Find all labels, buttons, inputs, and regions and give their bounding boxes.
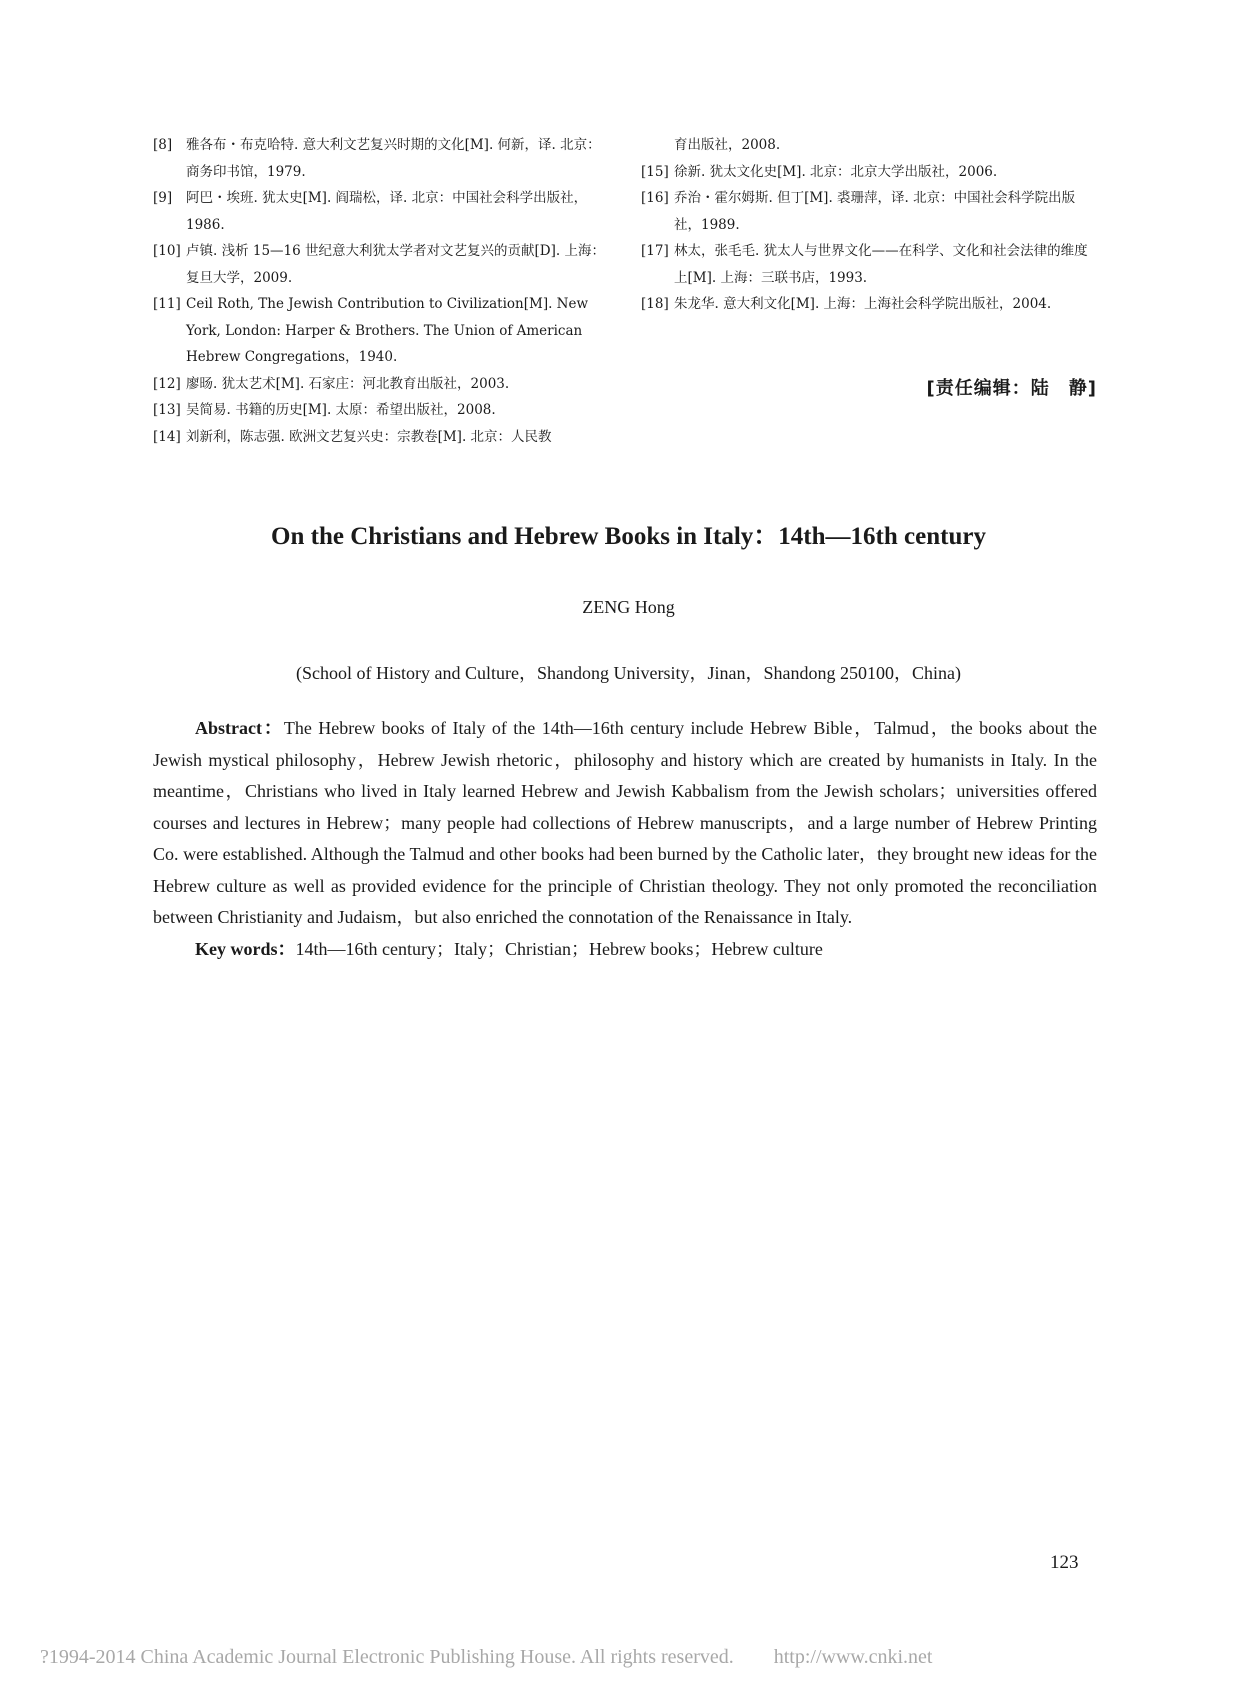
abstract-section	[153, 713, 1097, 965]
reference-item	[153, 397, 605, 424]
reference-text: 雅各布・布克哈特. 意大利文艺复兴时期的文化[M]. 何新，译. 北京：商务印书馆，1979.	[186, 137, 601, 180]
reference-item	[641, 291, 1097, 318]
keywords-paragraph	[153, 934, 1097, 966]
reference-number: [14]	[153, 428, 181, 445]
reference-text: 吴简易. 书籍的历史[M]. 太原：希望出版社，2008.	[186, 402, 496, 418]
reference-item	[153, 185, 605, 238]
reference-item	[641, 132, 1097, 159]
reference-item	[153, 291, 605, 371]
abstract-label: Abstract：	[195, 718, 284, 738]
reference-text: 育出版社，2008.	[674, 137, 781, 153]
copyright-footer: ?1994-2014 China Academic Journal Electronic Publishing House. All rights reserved. http://www.cnki.net	[40, 1646, 933, 1668]
keywords-text: 14th—16th century；Italy；Christian；Hebrew books；Hebrew culture	[295, 938, 823, 959]
reference-text: 朱龙华. 意大利文化[M]. 上海：上海社会科学院出版社，2004.	[674, 296, 1052, 312]
reference-text: 乔治・霍尔姆斯. 但丁[M]. 裘珊萍，译. 北京：中国社会科学院出版社，1989.	[674, 190, 1076, 233]
abstract-text: The Hebrew books of Italy of the 14th—16th century include Hebrew Bible，Talmud，the books about the Jewish mystical philosophy，Hebrew Jewish rhetoric，philosophy and history which are created by humanists in Italy. In the meantime，Christians who lived in Italy learned Hebrew and Jewish Kabbalism from the Jewish scholars；universities offered courses and lectures in Hebrew；many people had collections of Hebrew manuscripts，and a large number of Hebrew Printing Co. were established. Although the Talmud and other books had been burned by the Catholic later，they brought new ideas for the Hebrew culture as well as provided evidence for the principle of Christian theology. They not only promoted the reconciliation between Christianity and Judaism，but also enriched the connotation of the Renaissance in Italy.	[153, 718, 1097, 927]
reference-number: [15]	[641, 163, 669, 180]
article-title: On the Christians and Hebrew Books in Italy：14th—16th century	[271, 523, 986, 550]
abstract-paragraph	[153, 713, 1097, 934]
reference-item	[153, 238, 605, 291]
reference-number: [17]	[641, 243, 669, 259]
reference-text: 林太，张毛毛. 犹太人与世界文化——在科学、文化和社会法律的维度上[M]. 上海：三联书店，1993.	[674, 243, 1088, 286]
reference-number: [12]	[153, 375, 181, 392]
reference-item	[641, 185, 1097, 238]
author-affiliation: (School of History and Culture，Shandong University，Jinan，Shandong 250100，China)	[296, 663, 961, 683]
keywords-label: Key words：	[195, 938, 296, 959]
author-name: ZENG Hong	[582, 597, 675, 617]
reference-number: [18]	[641, 296, 669, 312]
reference-text: 阿巴・埃班. 犹太史[M]. 阎瑞松，译. 北京：中国社会科学出版社，1986.	[186, 190, 588, 233]
reference-item	[153, 371, 605, 398]
responsible-editor-note: [责任编辑：陆 静]	[926, 378, 1097, 399]
reference-number: [8]	[153, 137, 173, 153]
reference-text: 徐新. 犹太文化史[M]. 北京：北京大学出版社，2006.	[674, 163, 998, 180]
reference-number: [16]	[641, 190, 669, 206]
reference-number: [13]	[153, 402, 181, 418]
reference-text: Ceil Roth, The Jewish Contribution to Civilization[M]. New York, London: Harper & Brothers. The Union of American Hebrew Congregations，1940.	[186, 296, 589, 365]
reference-number: [10]	[153, 243, 181, 259]
reference-item	[153, 424, 605, 451]
references-left-column	[153, 132, 605, 450]
reference-text: 廖旸. 犹太艺术[M]. 石家庄：河北教育出版社，2003.	[186, 375, 510, 392]
reference-item	[641, 159, 1097, 186]
reference-number: [11]	[153, 296, 181, 312]
page-number: 123	[1050, 1552, 1079, 1573]
reference-text: 卢镇. 浅析 15—16 世纪意大利犹太学者对文艺复兴的贡献[D]. 上海：复旦大学，2009.	[186, 243, 605, 286]
reference-item	[641, 238, 1097, 291]
references-right-column	[641, 132, 1097, 318]
reference-text: 刘新利，陈志强. 欧洲文艺复兴史：宗教卷[M]. 北京：人民教	[186, 428, 552, 445]
reference-number: [9]	[153, 190, 173, 206]
reference-item	[153, 132, 605, 185]
